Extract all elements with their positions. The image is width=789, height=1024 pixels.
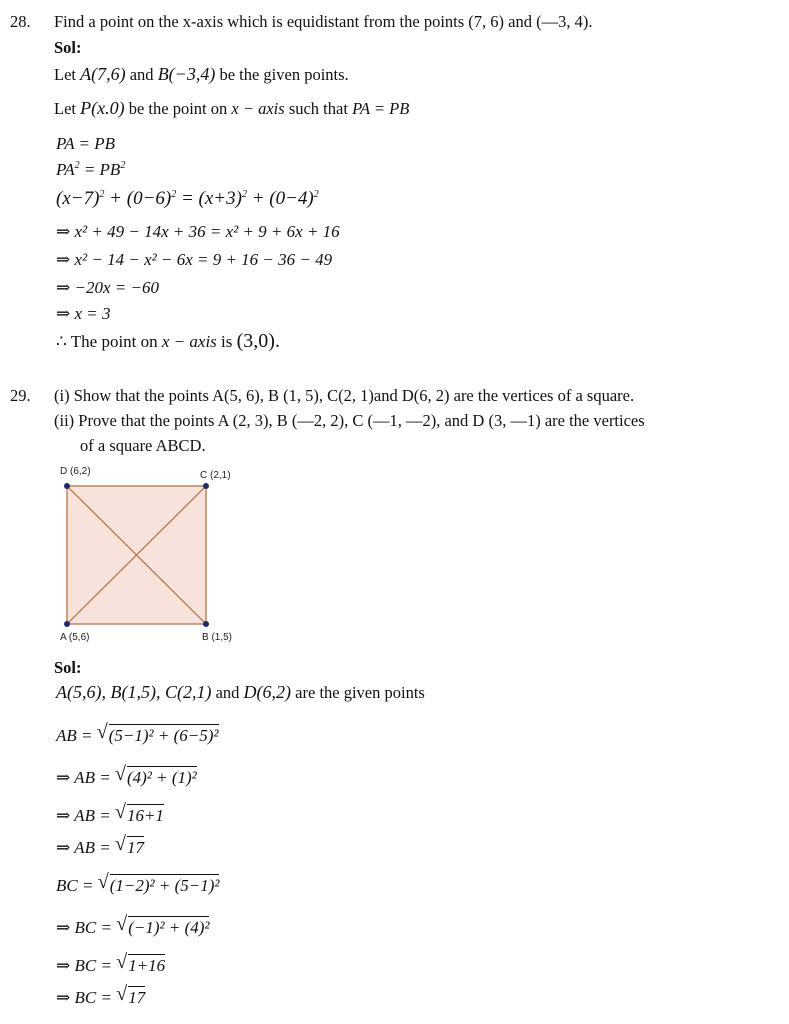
points-abc: A(5,6), B(1,5), C(2,1) xyxy=(56,682,212,702)
square-diagram xyxy=(56,462,256,652)
radicand: 16+1 xyxy=(126,806,164,825)
text: = PB xyxy=(79,160,121,179)
lhs: ⇒ AB = xyxy=(56,768,115,787)
point-p: P(x.0) xyxy=(80,98,125,118)
label-a: A (5,6) xyxy=(60,632,90,643)
text: Let xyxy=(54,65,81,84)
vertex-c xyxy=(203,483,209,489)
radicand: (5−1)² + (6−5)² xyxy=(108,726,219,745)
q29-bc-1: BC = √ (1−2)² + (5−1)² xyxy=(56,871,220,895)
radicand: (−1)² + (4)² xyxy=(128,918,210,937)
question-29-part-2: (ii) Prove that the points A (2, 3), B (—2, 2), C (—1, —2), and D (3, —1) are the vertices xyxy=(54,411,645,430)
q29-ab-2: ⇒ AB = √ (4)² + (1)² xyxy=(56,763,197,787)
q28-eq-2: $PA^2 = PB^2$ xyxy=(56,160,126,179)
point-a: A(7,6) xyxy=(80,64,126,84)
q29-ab-3: ⇒ AB = √ 16+1 xyxy=(56,801,164,825)
text: be the point on xyxy=(124,99,232,118)
radicand: 17 xyxy=(126,838,144,857)
text: Let xyxy=(54,99,81,118)
text: such that xyxy=(284,99,353,118)
q28-conclusion xyxy=(56,330,280,353)
text: be the given points. xyxy=(215,65,349,84)
question-29-part-2-cont: of a square ABCD. xyxy=(80,436,206,455)
lhs: BC = xyxy=(56,876,98,895)
q28-eq-3: $(x-7)^2 + (0-6)^2 = (x+3)^2 + (0-4)^2$ xyxy=(56,188,319,209)
q29-bc-4: ⇒ BC = √ 17 xyxy=(56,983,146,1007)
vertex-a xyxy=(64,621,70,627)
text: and xyxy=(211,683,244,702)
q28-eq-5: ⇒ x² − 14 − x² − 6x = 9 + 16 − 36 − 49 xyxy=(56,250,333,269)
question-29-number: 29. xyxy=(10,386,31,405)
square-figure xyxy=(56,462,256,652)
text: and xyxy=(125,65,158,84)
x-axis: x − axis xyxy=(231,99,285,118)
lhs: ⇒ BC = xyxy=(56,956,117,975)
question-28-number: 28. xyxy=(10,12,31,31)
radicand: 1+16 xyxy=(128,956,166,975)
q29-ab-4: ⇒ AB = √ 17 xyxy=(56,833,144,857)
question-29-part-1: (i) Show that the points A(5, 6), B (1, 5), C(2, 1)and D(6, 2) are the vertices of a square. xyxy=(54,386,635,405)
q28-eq-1: PA = PB xyxy=(56,134,116,153)
lhs: ⇒ AB = xyxy=(56,838,115,857)
label-d: D (6,2) xyxy=(60,466,91,477)
q28-eq-4: ⇒ x² + 49 − 14x + 36 = x² + 9 + 6x + 16 xyxy=(56,222,340,241)
q29-bc-2: ⇒ BC = √ (−1)² + (4)² xyxy=(56,913,210,937)
text: are the given points xyxy=(291,683,425,702)
text: is xyxy=(216,332,237,351)
q28-let-given-points xyxy=(54,64,349,85)
radicand: (1−2)² + (5−1)² xyxy=(109,876,220,895)
label-c: C (2,1) xyxy=(200,470,231,481)
x-axis: x − axis xyxy=(161,332,217,351)
text: = (x+3) xyxy=(176,188,242,209)
lhs: ⇒ BC = xyxy=(56,988,117,1007)
text: PA xyxy=(56,160,75,179)
lhs: ⇒ AB = xyxy=(56,806,115,825)
q28-let-point-p xyxy=(54,98,409,119)
text: + (0−6) xyxy=(104,188,172,209)
q29-given-points xyxy=(56,682,425,703)
exponent: 2 xyxy=(74,160,80,171)
vertex-b xyxy=(203,621,209,627)
lhs: ⇒ BC = xyxy=(56,918,117,937)
q29-ab-1: AB = √ (5−1)² + (6−5)² xyxy=(56,721,219,745)
q28-eq-6: ⇒ −20x = −60 xyxy=(56,278,159,297)
point-b: B(−3,4) xyxy=(157,64,216,84)
q28-sol-label: Sol: xyxy=(54,38,82,57)
text: ∴ The point on xyxy=(56,332,162,351)
point-d: D(6,2) xyxy=(243,682,292,702)
answer-point: (3,0). xyxy=(236,330,280,352)
q29-bc-3: ⇒ BC = √ 1+16 xyxy=(56,951,166,975)
q29-sol-label: Sol: xyxy=(54,658,82,677)
lhs: AB = xyxy=(56,726,97,745)
question-28-text: Find a point on the x-axis which is equidistant from the points (7, 6) and (—3, 4). xyxy=(54,12,593,31)
q28-eq-7: ⇒ x = 3 xyxy=(56,304,111,323)
radicand: 17 xyxy=(128,988,146,1007)
vertex-d xyxy=(64,483,70,489)
radicand: (4)² + (1)² xyxy=(126,768,197,787)
text: (x−7) xyxy=(56,188,100,209)
text: + (0−4) xyxy=(246,188,314,209)
condition: PA = PB xyxy=(352,99,410,118)
label-b: B (1,5) xyxy=(202,632,233,643)
